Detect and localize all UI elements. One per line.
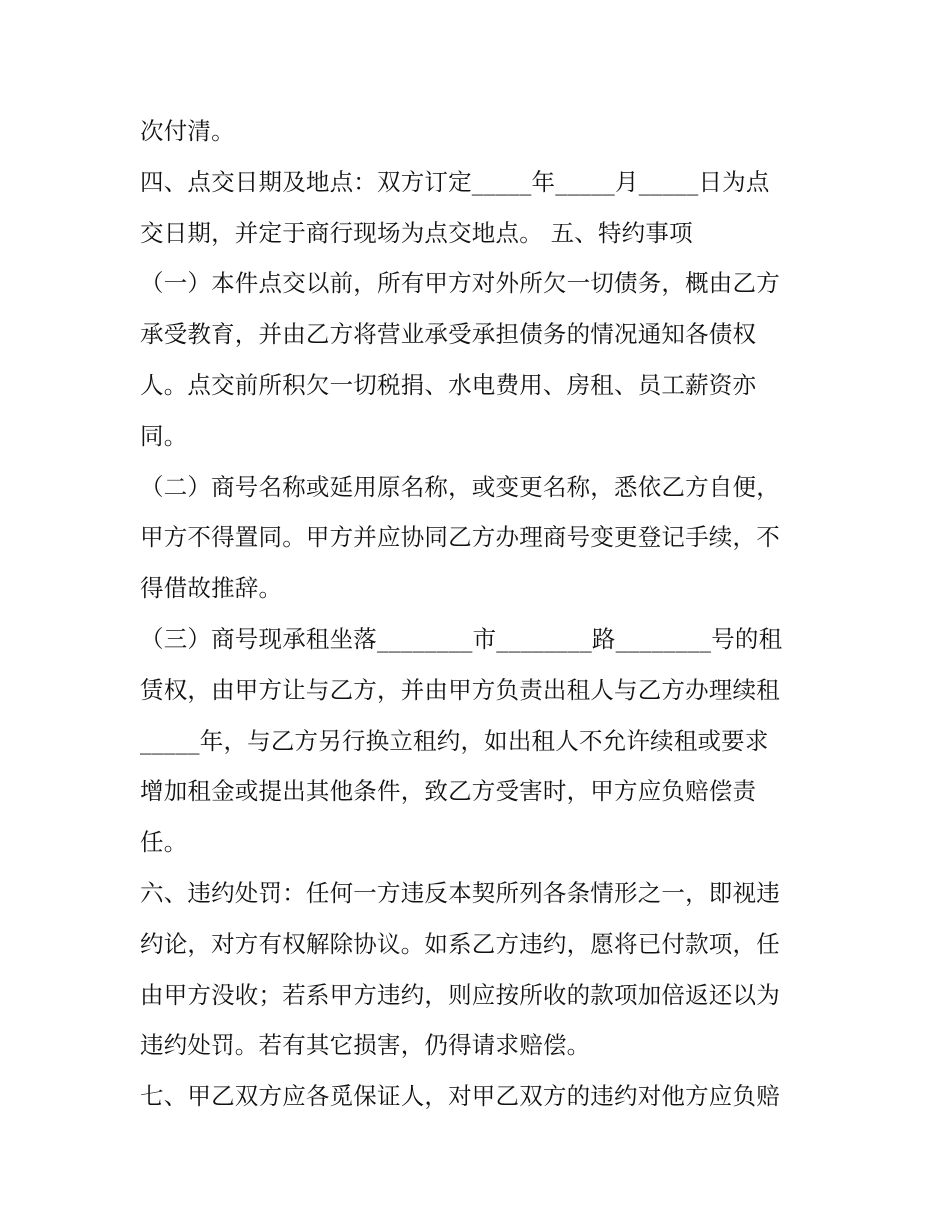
text-line: （三）商号现承租坐落________市________路________号的租 — [140, 624, 783, 653]
text-line: 任。 — [140, 828, 188, 857]
text-line: _____年，与乙方另行换立租约，如出租人不允许续租或要求 — [140, 726, 769, 755]
text-line: 甲方不得置同。甲方并应协同乙方办理商号变更登记手续，不 — [140, 523, 780, 552]
text-line: 得借故推辞。 — [140, 574, 283, 603]
text-line: 七、甲乙双方应各觅保证人，对甲乙双方的违约对他方应负赔 — [140, 1082, 780, 1111]
text-line: 承受教育，并由乙方将营业承受承担债务的情况通知各债权 — [140, 320, 757, 349]
text-line: 增加租金或提出其他条件，致乙方受害时，甲方应负赔偿责 — [140, 777, 757, 806]
text-line: 人。点交前所积欠一切税捐、水电费用、房租、员工薪资亦 — [140, 370, 757, 399]
contract-text-body — [140, 106, 820, 1122]
text-line: 同。 — [140, 421, 188, 450]
text-line: 违约处罚。若有其它损害，仍得请求赔偿。 — [140, 1031, 591, 1060]
text-line: （一）本件点交以前，所有甲方对外所欠一切债务，概由乙方 — [140, 269, 780, 298]
text-line: 四、点交日期及地点：双方订定_____年_____月_____日为点 — [140, 167, 770, 196]
text-line: 六、违约处罚：任何一方违反本契所列各条情形之一，即视违 — [140, 878, 780, 907]
text-line: 赁权，由甲方让与乙方，并由甲方负责出租人与乙方办理续租 — [140, 675, 780, 704]
text-line: 次付清。 — [140, 117, 235, 145]
text-line: （二）商号名称或延用原名称，或变更名称，悉依乙方自便， — [140, 472, 780, 501]
text-line: 由甲方没收；若系甲方违约，则应按所收的款项加倍返还以为 — [140, 980, 780, 1009]
text-line: 交日期，并定于商行现场为点交地点。 五、特约事项 — [140, 218, 693, 247]
text-line: 约论，对方有权解除协议。如系乙方违约，愿将已付款项，任 — [140, 929, 780, 958]
